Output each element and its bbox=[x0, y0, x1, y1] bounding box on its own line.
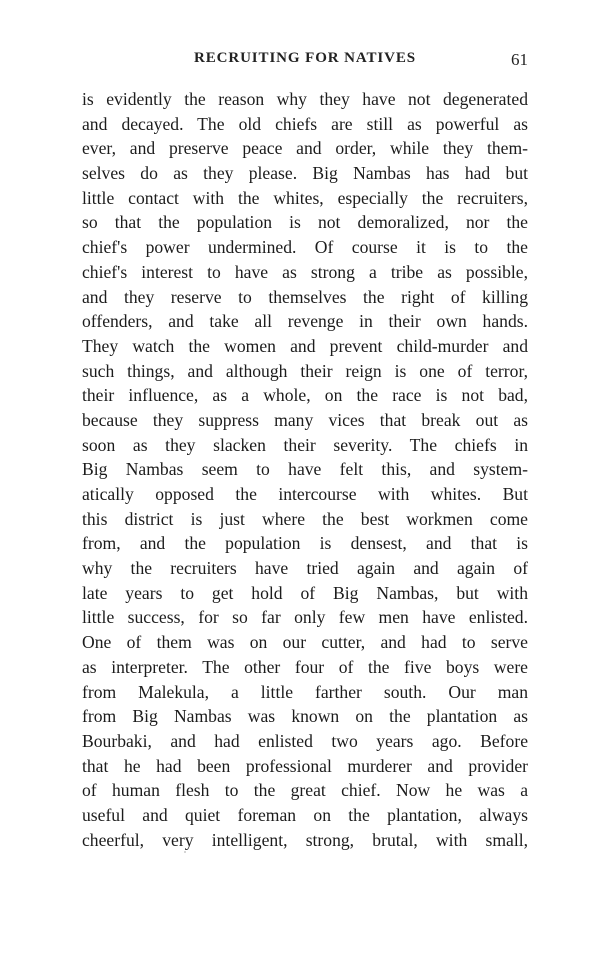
text-line: late years to get hold of Big Nambas, but with bbox=[82, 582, 528, 603]
text-line: such things, and although their reign is one of terror, bbox=[82, 360, 528, 381]
text-line: because they suppress many vices that break out as bbox=[82, 409, 528, 430]
text-line: and they reserve to themselves the right of killing bbox=[82, 286, 528, 307]
text-line: from Big Nambas was known on the plantation as bbox=[82, 706, 528, 727]
text-line: why the recruiters have tried again and again of bbox=[82, 558, 528, 579]
text-line: ever, and preserve peace and order, while they them- bbox=[82, 138, 528, 159]
text-line: that he had been professional murderer and provider bbox=[82, 755, 528, 776]
text-line: useful and quiet foreman on the plantation, always bbox=[82, 804, 528, 825]
text-line: chief's power undermined. Of course it is to the bbox=[82, 237, 528, 258]
text-line: of human flesh to the great chief. Now he was a bbox=[82, 780, 528, 801]
text-line: offenders, and take all revenge in their own hands. bbox=[82, 311, 528, 332]
paper-speck bbox=[184, 851, 186, 853]
text-line: their influence, as a whole, on the race is not bad, bbox=[82, 385, 528, 406]
body-paragraph bbox=[82, 87, 528, 852]
text-line: One of them was on our cutter, and had to serve bbox=[82, 632, 528, 653]
text-line: this district is just where the best workmen come bbox=[82, 508, 528, 529]
running-title: RECRUITING FOR NATIVES bbox=[193, 50, 417, 66]
text-line: chief's interest to have as strong a tribe as possible, bbox=[82, 261, 528, 282]
text-line: and decayed. The old chiefs are still as powerful as bbox=[82, 113, 528, 134]
text-line: from, and the population is densest, and that is bbox=[82, 533, 528, 554]
text-line: atically opposed the intercourse with whites. But bbox=[82, 484, 528, 504]
text-line: as interpreter. The other four of the five boys were bbox=[82, 656, 528, 677]
text-line: little success, for so far only few men have enlisted. bbox=[82, 607, 528, 628]
text-line: selves do as they please. Big Nambas has had but bbox=[82, 163, 528, 184]
text-line: cheerful, very intelligent, strong, brutal, with small, bbox=[82, 829, 528, 850]
text-line: from Malekula, a little farther south. Our man bbox=[82, 681, 528, 702]
text-line: Big Nambas seem to have felt this, and system- bbox=[82, 459, 528, 480]
text-line: Bourbaki, and had enlisted two years ago. Before bbox=[82, 730, 528, 751]
text-line: so that the population is not demoralized, nor the bbox=[82, 212, 528, 233]
page-number: 61 bbox=[511, 50, 528, 69]
text-line: little contact with the whites, especially the recruiters, bbox=[82, 187, 528, 208]
text-line: soon as they slacken their severity. The chiefs in bbox=[82, 434, 528, 455]
text-line: is evidently the reason why they have not degenerated bbox=[82, 89, 528, 109]
running-head bbox=[82, 50, 528, 74]
text-line: They watch the women and prevent child-murder and bbox=[82, 335, 528, 356]
